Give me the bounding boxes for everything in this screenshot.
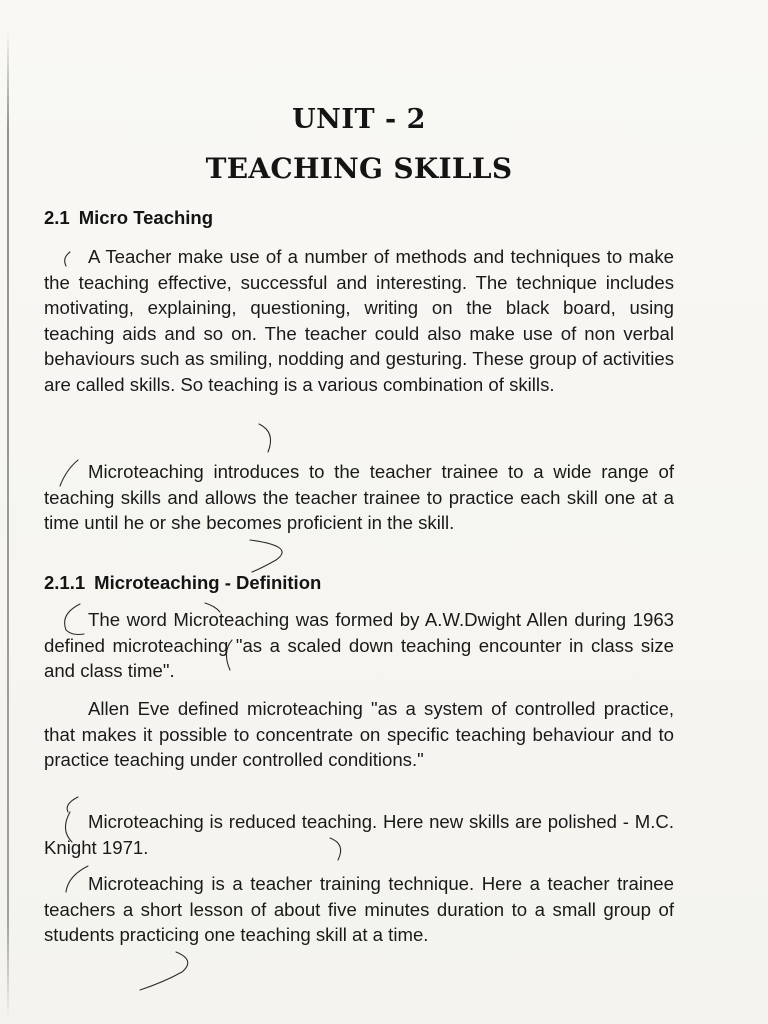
section-number: 2.1	[44, 207, 70, 228]
pen-bracket-mark	[259, 424, 271, 452]
section-title: Micro Teaching	[78, 207, 214, 228]
section-number: 2.1.1	[44, 572, 86, 593]
pen-bracket-mark	[250, 540, 282, 572]
pen-bracket-mark	[140, 952, 188, 990]
paragraph-dwight-allen-definition: The word Microteaching was formed by A.W.Dwight Allen during 1963 defined microteaching "as a scaled down teaching encounter in class size and class time".	[44, 609, 674, 682]
unit-heading: UNIT - 2	[292, 104, 426, 135]
paragraph-allen-eve-definition: Allen Eve defined microteaching "as a system of controlled practice, that makes it possible to concentrate on specific teaching behaviour and to practice teaching under controlled conditions."	[44, 698, 674, 771]
section-heading-micro-teaching	[44, 207, 213, 229]
paragraph-knight-definition: Microteaching is reduced teaching. Here new skills are polished - M.C. Knight 1971.	[44, 811, 674, 858]
paragraph-training-technique: Microteaching is a teacher training technique. Here a teacher trainee teachers a short lesson of about five minutes duration to a small group of students practicing one teaching skill at a time.	[44, 873, 674, 946]
chapter-title: TEACHING SKILLS	[205, 152, 513, 185]
section-heading-definition	[44, 572, 321, 594]
paragraph-microteaching-intro: Microteaching introduces to the teacher trainee to a wide range of teaching skills and allows the teacher trainee to practice each skill one at a time until he or she becomes proficient in the skill.	[44, 461, 674, 534]
paragraph-teacher-methods: A Teacher make use of a number of methods and techniques to make the teaching effective, successful and interesting. The technique includes motivating, explaining, questioning, writing on the black board, using teaching aids and so on. The teacher could also make use of non verbal behaviours such as smiling, nodding and gesturing. These group of activities are called skills. So teaching is a various combination of skills.	[44, 246, 674, 395]
section-title: Microteaching - Definition	[94, 572, 322, 593]
